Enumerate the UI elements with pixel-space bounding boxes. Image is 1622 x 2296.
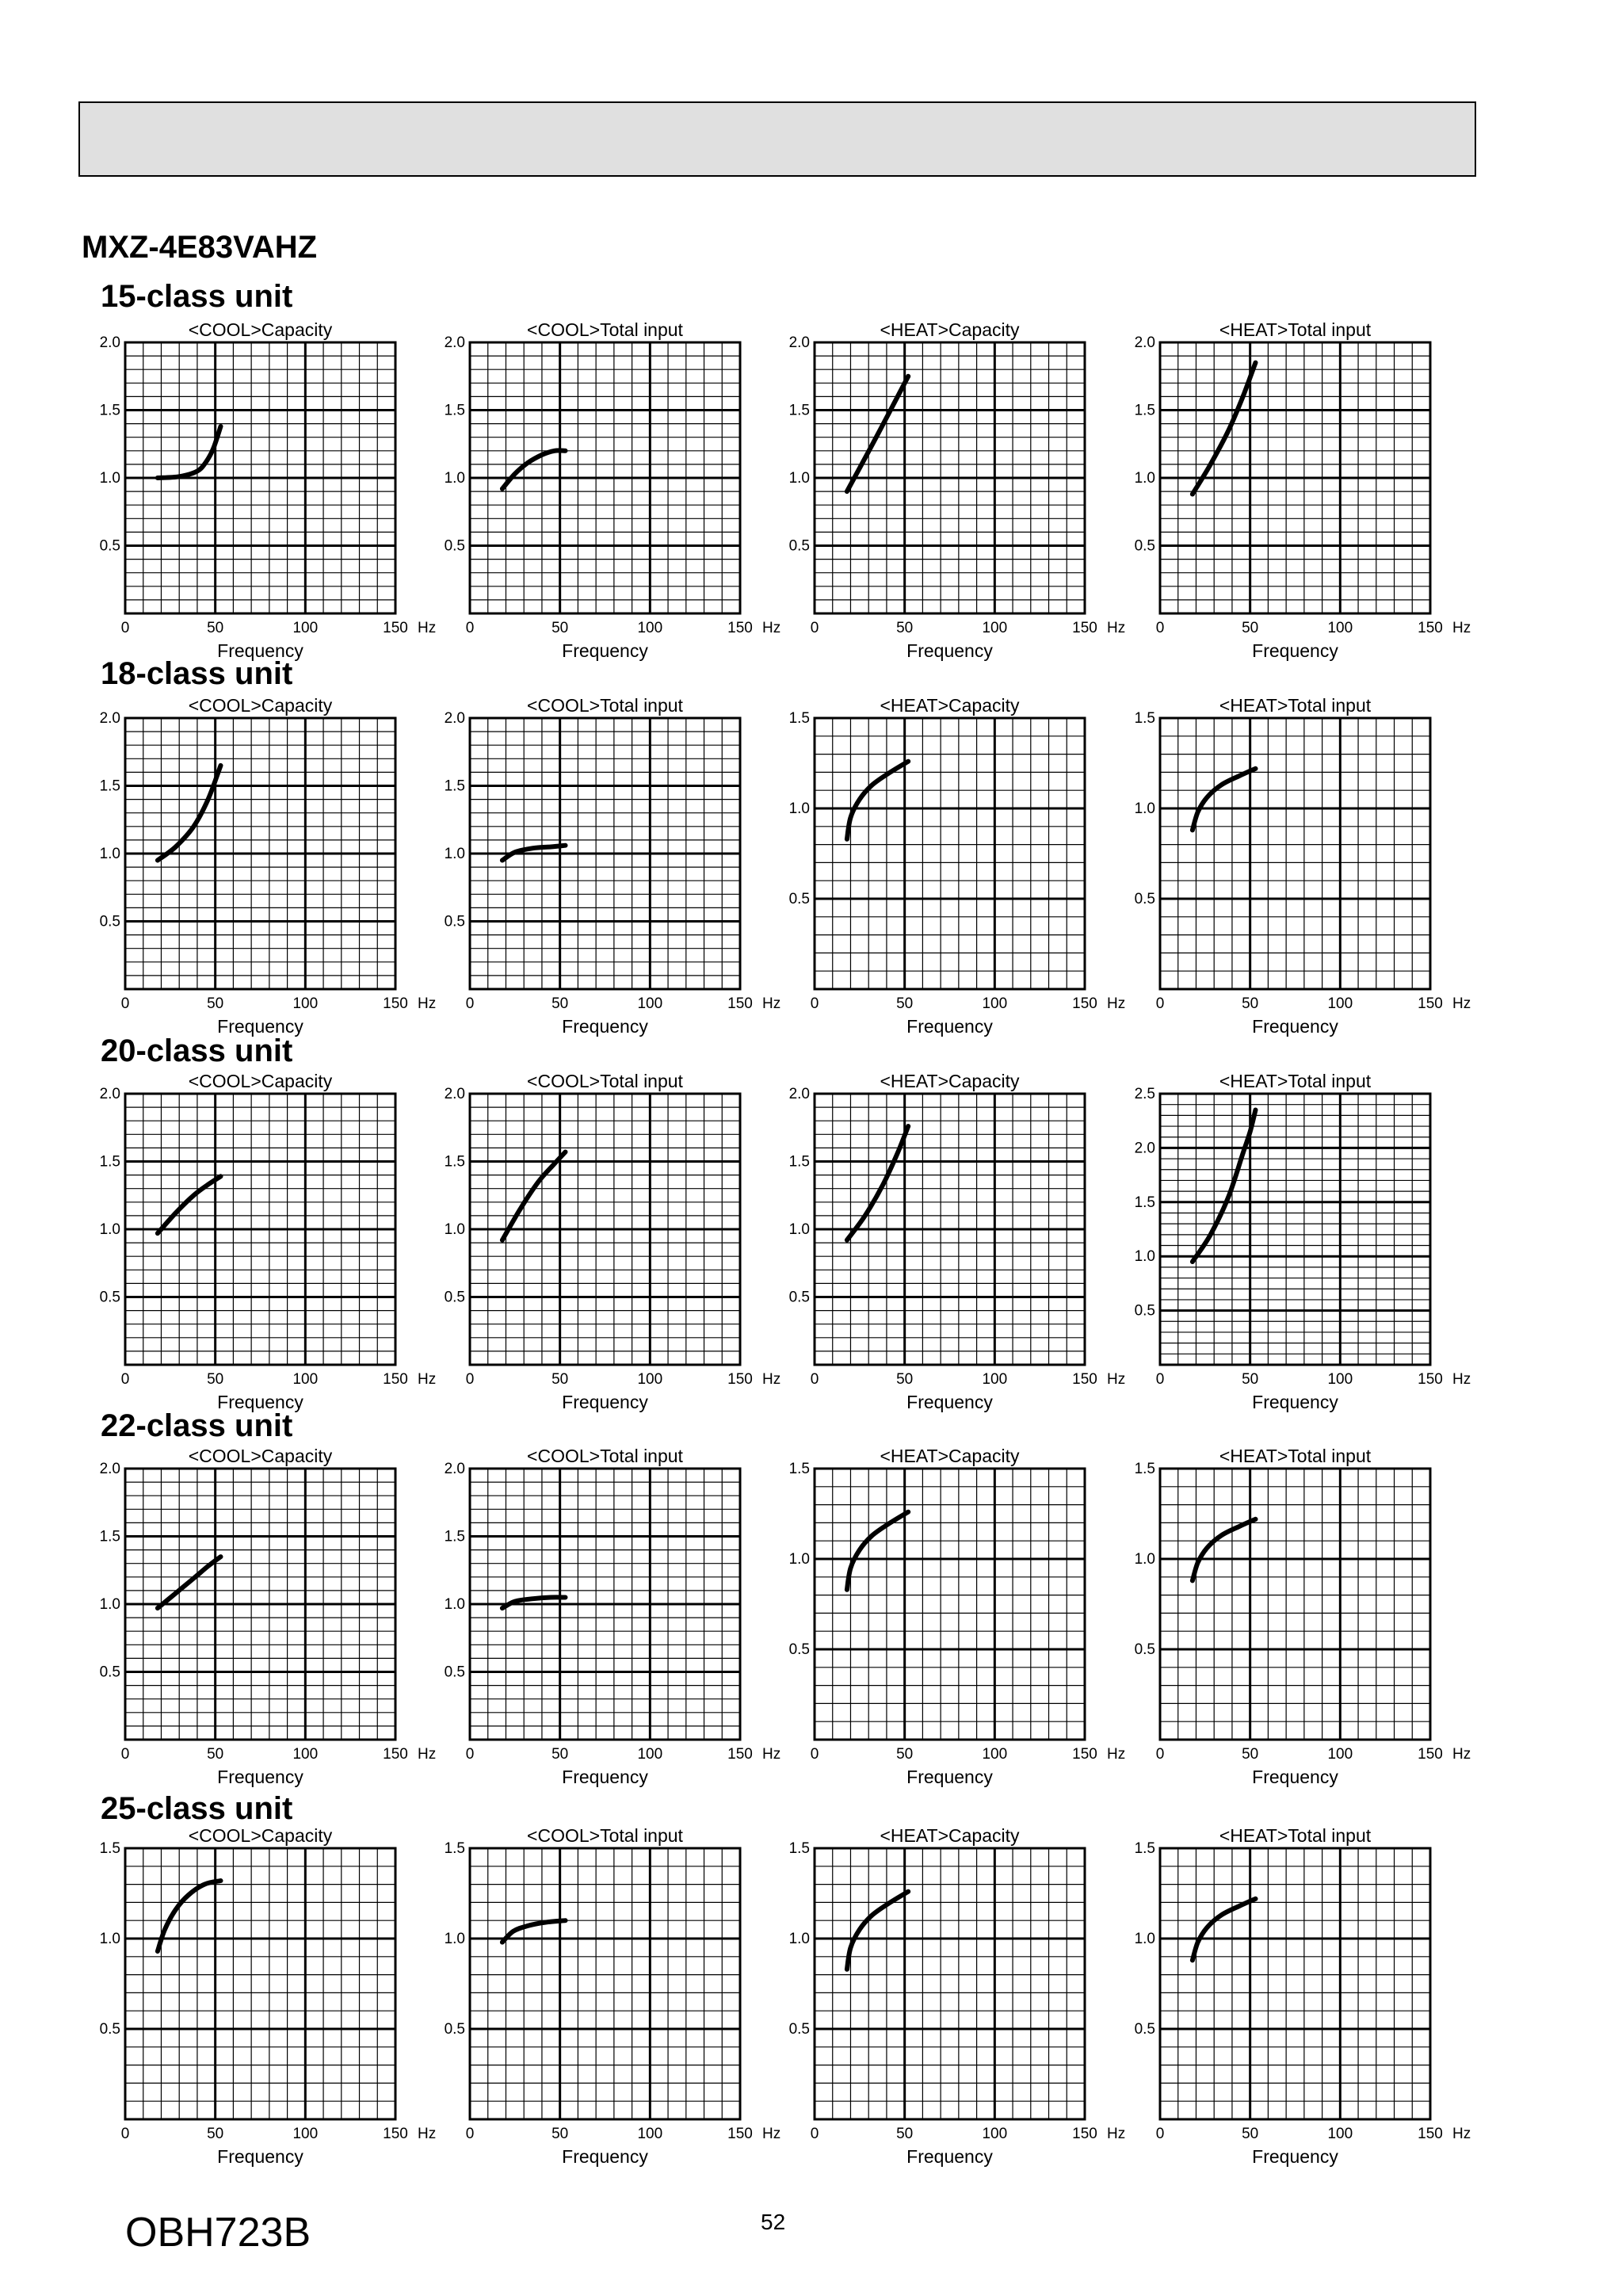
x-unit-label: Hz [418, 620, 437, 636]
x-tick-label: 50 [896, 995, 914, 1012]
x-tick-label: 100 [982, 620, 1008, 636]
y-tick-label: 0.5 [99, 2021, 120, 2038]
chart-14 [445, 1446, 781, 1787]
y-tick-label: 1.0 [99, 1931, 120, 1947]
plot-frame [1160, 1848, 1430, 2119]
x-tick-label: 50 [1242, 1746, 1259, 1763]
y-tick-label: 1.5 [788, 1461, 810, 1477]
chart-title: <COOL>Capacity [188, 1071, 333, 1091]
x-tick-label: 150 [1072, 1746, 1097, 1763]
chart-1 [100, 319, 437, 661]
x-tick-label: 100 [637, 1746, 663, 1763]
chart-title: <COOL>Total input [527, 1071, 683, 1091]
chart-title: <COOL>Capacity [188, 1446, 333, 1466]
y-tick-label: 1.5 [444, 402, 465, 419]
series-line [847, 1892, 908, 1969]
plot-frame [1160, 1469, 1430, 1740]
chart-20 [1135, 1825, 1471, 2167]
x-unit-label: Hz [1452, 620, 1471, 636]
x-unit-label: Hz [762, 995, 781, 1012]
y-tick-label: 1.5 [99, 402, 120, 419]
x-tick-label: 150 [383, 620, 408, 636]
x-tick-label: 100 [292, 620, 319, 636]
y-tick-label: 1.0 [444, 846, 465, 862]
chart-19 [789, 1825, 1126, 2167]
series-line [847, 762, 908, 839]
y-tick-label: 1.5 [1134, 710, 1155, 727]
x-unit-label: Hz [762, 620, 781, 636]
x-unit-label: Hz [1452, 1746, 1471, 1763]
x-tick-label: 0 [120, 1746, 130, 1763]
series-line [502, 1152, 566, 1240]
x-tick-label: 100 [982, 995, 1008, 1012]
x-tick-label: 0 [1155, 1746, 1165, 1763]
x-axis-label: Frequency [1252, 1767, 1338, 1787]
chart-8 [1135, 695, 1471, 1037]
y-tick-label: 0.5 [1134, 1302, 1155, 1320]
chart-title: <COOL>Total input [527, 1825, 683, 1846]
x-unit-label: Hz [418, 2126, 437, 2142]
x-tick-label: 100 [292, 2126, 319, 2142]
chart-17 [100, 1825, 437, 2167]
x-tick-label: 150 [727, 995, 753, 1012]
chart-title: <HEAT>Total input [1219, 1071, 1372, 1091]
x-tick-label: 150 [383, 995, 408, 1012]
x-tick-label: 150 [1072, 1371, 1097, 1388]
chart-13 [100, 1446, 437, 1787]
chart-10 [445, 1071, 781, 1412]
y-tick-label: 0.5 [788, 891, 810, 907]
x-tick-label: 150 [1418, 2126, 1443, 2142]
y-tick-label: 0.5 [99, 1289, 120, 1306]
y-tick-label: 2.0 [444, 710, 465, 727]
x-tick-label: 0 [1155, 620, 1165, 636]
x-tick-label: 100 [1327, 1746, 1353, 1763]
y-tick-label: 0.5 [1134, 891, 1155, 907]
y-tick-label: 1.0 [788, 1221, 810, 1238]
x-unit-label: Hz [762, 1371, 781, 1388]
x-tick-label: 100 [637, 620, 663, 636]
y-tick-label: 1.5 [1134, 1840, 1155, 1857]
y-tick-label: 2.0 [1134, 334, 1155, 351]
x-axis-label: Frequency [906, 640, 993, 661]
x-tick-label: 100 [637, 995, 663, 1012]
y-tick-label: 1.0 [444, 1596, 465, 1613]
y-tick-label: 1.5 [99, 1528, 120, 1545]
y-tick-label: 0.5 [1134, 1641, 1155, 1658]
x-tick-label: 100 [982, 2126, 1008, 2142]
x-axis-label: Frequency [906, 1392, 993, 1412]
chart-3 [789, 319, 1126, 661]
y-tick-label: 1.5 [788, 1153, 810, 1171]
x-tick-label: 0 [465, 1746, 475, 1763]
chart-title: <HEAT>Capacity [880, 695, 1020, 716]
chart-9 [100, 1071, 437, 1412]
x-tick-label: 0 [120, 995, 130, 1012]
series-line [158, 1557, 221, 1608]
series-line [158, 426, 221, 478]
x-axis-label: Frequency [1252, 2146, 1338, 2167]
y-tick-label: 1.0 [444, 1221, 465, 1238]
x-tick-label: 150 [727, 2126, 753, 2142]
x-tick-label: 100 [292, 1371, 319, 1388]
plot-frame [1160, 718, 1430, 989]
y-tick-label: 0.5 [444, 1664, 465, 1681]
x-tick-label: 0 [465, 620, 475, 636]
chart-title: <COOL>Capacity [188, 1825, 333, 1846]
x-tick-label: 150 [1418, 1371, 1443, 1388]
x-tick-label: 0 [465, 995, 475, 1012]
x-axis-label: Frequency [217, 1016, 303, 1037]
y-tick-label: 1.5 [788, 1840, 810, 1857]
chart-title: <COOL>Total input [527, 695, 683, 716]
x-tick-label: 50 [896, 620, 914, 636]
y-tick-label: 2.0 [1134, 1140, 1155, 1157]
plot-frame [815, 718, 1085, 989]
y-tick-label: 1.5 [444, 1153, 465, 1171]
x-unit-label: Hz [1107, 2126, 1126, 2142]
x-tick-label: 50 [207, 995, 224, 1012]
series-line [502, 450, 566, 488]
x-tick-label: 100 [292, 1746, 319, 1763]
x-tick-label: 150 [1418, 995, 1443, 1012]
y-tick-label: 1.0 [788, 1551, 810, 1568]
x-tick-label: 0 [810, 2126, 819, 2142]
x-tick-label: 100 [1327, 620, 1353, 636]
x-tick-label: 50 [1242, 620, 1259, 636]
x-unit-label: Hz [1107, 620, 1126, 636]
x-tick-label: 50 [551, 1746, 569, 1763]
series-line [1193, 1519, 1256, 1581]
page-number: 52 [761, 2210, 786, 2234]
series-line [1193, 769, 1256, 831]
chart-title: <HEAT>Capacity [880, 1446, 1020, 1466]
x-tick-label: 100 [982, 1371, 1008, 1388]
y-tick-label: 0.5 [788, 1289, 810, 1306]
x-unit-label: Hz [418, 1371, 437, 1388]
x-tick-label: 150 [727, 1746, 753, 1763]
x-axis-label: Frequency [562, 640, 648, 661]
x-tick-label: 0 [465, 2126, 475, 2142]
chart-12 [1135, 1071, 1471, 1412]
x-tick-label: 150 [383, 1371, 408, 1388]
y-tick-label: 2.0 [788, 1086, 810, 1102]
x-tick-label: 150 [1072, 620, 1097, 636]
y-tick-label: 2.0 [444, 334, 465, 351]
x-unit-label: Hz [418, 1746, 437, 1763]
unit-heading-15: 15-class unit [101, 279, 293, 314]
y-tick-label: 1.5 [444, 1528, 465, 1545]
y-tick-label: 1.0 [788, 1931, 810, 1947]
x-tick-label: 50 [207, 1746, 224, 1763]
chart-2 [445, 319, 781, 661]
chart-title: <COOL>Capacity [188, 319, 333, 340]
x-tick-label: 0 [810, 1746, 819, 1763]
chart-11 [789, 1071, 1126, 1412]
x-axis-label: Frequency [562, 1392, 648, 1412]
x-tick-label: 0 [810, 1371, 819, 1388]
x-tick-label: 0 [1155, 2126, 1165, 2142]
y-tick-label: 1.0 [1134, 1248, 1155, 1266]
x-axis-label: Frequency [906, 1016, 993, 1037]
y-tick-label: 2.0 [99, 1086, 120, 1102]
y-tick-label: 1.5 [788, 710, 810, 727]
x-tick-label: 50 [551, 995, 569, 1012]
x-unit-label: Hz [1107, 1746, 1126, 1763]
y-tick-label: 0.5 [788, 2021, 810, 2038]
x-tick-label: 100 [292, 995, 319, 1012]
y-tick-label: 1.0 [99, 1596, 120, 1613]
x-tick-label: 50 [551, 2126, 569, 2142]
chart-title: <HEAT>Capacity [880, 319, 1020, 340]
chart-18 [445, 1825, 781, 2167]
y-tick-label: 1.5 [1134, 1461, 1155, 1477]
y-tick-label: 2.5 [1134, 1086, 1155, 1102]
y-tick-label: 0.5 [788, 1641, 810, 1658]
plot-frame [815, 1848, 1085, 2119]
series-line [847, 376, 908, 491]
x-tick-label: 150 [727, 1371, 753, 1388]
x-tick-label: 100 [982, 1746, 1008, 1763]
document-code: OBH723B [125, 2210, 311, 2256]
chart-7 [789, 695, 1126, 1037]
x-axis-label: Frequency [1252, 1016, 1338, 1037]
chart-title: <COOL>Total input [527, 1446, 683, 1466]
x-tick-label: 50 [1242, 1371, 1259, 1388]
y-tick-label: 1.0 [99, 470, 120, 487]
y-tick-label: 1.5 [1134, 1194, 1155, 1211]
unit-heading-22: 22-class unit [101, 1408, 293, 1443]
chart-5 [100, 695, 437, 1037]
y-tick-label: 0.5 [99, 913, 120, 930]
x-tick-label: 50 [896, 1746, 914, 1763]
y-tick-label: 2.0 [444, 1461, 465, 1477]
x-axis-label: Frequency [217, 2146, 303, 2167]
x-unit-label: Hz [762, 1746, 781, 1763]
x-tick-label: 0 [1155, 1371, 1165, 1388]
series-line [1193, 1110, 1256, 1263]
x-tick-label: 50 [1242, 995, 1259, 1012]
x-tick-label: 150 [383, 1746, 408, 1763]
x-axis-label: Frequency [562, 1016, 648, 1037]
x-tick-label: 50 [896, 2126, 914, 2142]
x-tick-label: 50 [896, 1371, 914, 1388]
chart-15 [789, 1446, 1126, 1787]
y-tick-label: 0.5 [444, 2021, 465, 2038]
series-line [158, 1881, 221, 1951]
y-tick-label: 1.0 [1134, 1551, 1155, 1568]
chart-title: <COOL>Capacity [188, 695, 333, 716]
x-unit-label: Hz [1452, 995, 1471, 1012]
y-tick-label: 1.0 [1134, 800, 1155, 817]
x-tick-label: 50 [207, 1371, 224, 1388]
y-tick-label: 1.0 [444, 470, 465, 487]
x-tick-label: 50 [1242, 2126, 1259, 2142]
y-tick-label: 2.0 [99, 334, 120, 351]
y-tick-label: 0.5 [99, 537, 120, 555]
x-tick-label: 0 [120, 1371, 130, 1388]
y-tick-label: 1.5 [1134, 402, 1155, 419]
model-title: MXZ-4E83VAHZ [82, 230, 318, 265]
series-line [1193, 363, 1256, 495]
x-tick-label: 50 [551, 620, 569, 636]
x-tick-label: 150 [1418, 1746, 1443, 1763]
x-tick-label: 100 [1327, 2126, 1353, 2142]
y-tick-label: 1.5 [99, 777, 120, 795]
x-unit-label: Hz [762, 2126, 781, 2142]
x-tick-label: 150 [1418, 620, 1443, 636]
y-tick-label: 0.5 [788, 537, 810, 555]
x-axis-label: Frequency [217, 1392, 303, 1412]
x-axis-label: Frequency [906, 1767, 993, 1787]
chart-4 [1135, 319, 1471, 661]
x-unit-label: Hz [418, 995, 437, 1012]
x-tick-label: 150 [727, 620, 753, 636]
y-tick-label: 1.0 [99, 1221, 120, 1238]
y-tick-label: 2.0 [99, 710, 120, 727]
x-tick-label: 100 [1327, 1371, 1353, 1388]
series-line [158, 1176, 221, 1233]
chart-16 [1135, 1446, 1471, 1787]
plot-frame [125, 1848, 395, 2119]
chart-title: <HEAT>Capacity [880, 1825, 1020, 1846]
y-tick-label: 1.0 [788, 800, 810, 817]
x-unit-label: Hz [1107, 995, 1126, 1012]
y-tick-label: 1.0 [788, 470, 810, 487]
x-unit-label: Hz [1452, 2126, 1471, 2142]
series-line [847, 1512, 908, 1590]
y-tick-label: 1.5 [99, 1840, 120, 1857]
y-tick-label: 2.0 [788, 334, 810, 351]
y-tick-label: 2.0 [444, 1086, 465, 1102]
chart-title: <HEAT>Total input [1219, 1446, 1372, 1466]
series-line [502, 1597, 566, 1608]
y-tick-label: 1.0 [444, 1931, 465, 1947]
x-tick-label: 100 [637, 2126, 663, 2142]
chart-title: <HEAT>Total input [1219, 695, 1372, 716]
x-axis-label: Frequency [562, 2146, 648, 2167]
x-tick-label: 150 [383, 2126, 408, 2142]
y-tick-label: 0.5 [444, 913, 465, 930]
y-tick-label: 1.5 [444, 1840, 465, 1857]
x-axis-label: Frequency [1252, 640, 1338, 661]
chart-title: <HEAT>Capacity [880, 1071, 1020, 1091]
y-tick-label: 0.5 [99, 1664, 120, 1681]
y-tick-label: 1.5 [788, 402, 810, 419]
x-tick-label: 100 [637, 1371, 663, 1388]
x-tick-label: 100 [1327, 995, 1353, 1012]
y-tick-label: 1.5 [99, 1153, 120, 1171]
y-tick-label: 1.0 [1134, 470, 1155, 487]
chart-title: <HEAT>Total input [1219, 319, 1372, 340]
x-tick-label: 0 [465, 1371, 475, 1388]
unit-heading-25: 25-class unit [101, 1791, 293, 1826]
x-axis-label: Frequency [217, 640, 303, 661]
plot-frame [1160, 1094, 1430, 1365]
plot-frame [815, 1469, 1085, 1740]
y-tick-label: 0.5 [444, 1289, 465, 1306]
y-tick-label: 2.0 [99, 1461, 120, 1477]
x-axis-label: Frequency [217, 1767, 303, 1787]
y-tick-label: 1.0 [99, 846, 120, 862]
x-tick-label: 0 [120, 2126, 130, 2142]
series-line [847, 1126, 908, 1240]
x-unit-label: Hz [1452, 1371, 1471, 1388]
plot-frame [470, 1848, 740, 2119]
x-tick-label: 150 [1072, 995, 1097, 1012]
chart-title: <HEAT>Total input [1219, 1825, 1372, 1846]
x-tick-label: 50 [207, 2126, 224, 2142]
series-line [1193, 1899, 1256, 1961]
unit-heading-18: 18-class unit [101, 656, 293, 691]
chart-6 [445, 695, 781, 1037]
y-tick-label: 0.5 [1134, 2021, 1155, 2038]
x-tick-label: 50 [207, 620, 224, 636]
x-tick-label: 0 [810, 995, 819, 1012]
y-tick-label: 1.0 [1134, 1931, 1155, 1947]
x-tick-label: 50 [551, 1371, 569, 1388]
x-tick-label: 0 [1155, 995, 1165, 1012]
x-tick-label: 0 [120, 620, 130, 636]
y-tick-label: 0.5 [444, 537, 465, 555]
x-tick-label: 150 [1072, 2126, 1097, 2142]
chart-title: <COOL>Total input [527, 319, 683, 340]
x-axis-label: Frequency [562, 1767, 648, 1787]
x-axis-label: Frequency [906, 2146, 993, 2167]
x-unit-label: Hz [1107, 1371, 1126, 1388]
y-tick-label: 0.5 [1134, 537, 1155, 555]
unit-heading-20: 20-class unit [101, 1033, 293, 1068]
x-axis-label: Frequency [1252, 1392, 1338, 1412]
x-tick-label: 0 [810, 620, 819, 636]
y-tick-label: 1.5 [444, 777, 465, 795]
